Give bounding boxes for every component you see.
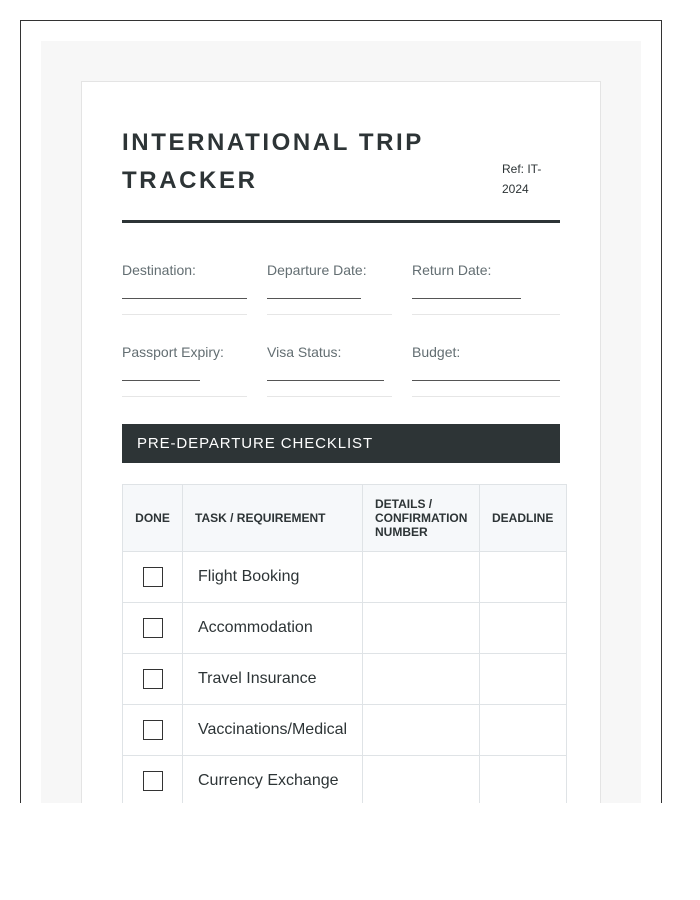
deadline-cell[interactable]: [480, 756, 567, 804]
checkbox[interactable]: [143, 618, 163, 638]
task-cell: Flight Booking: [183, 552, 363, 603]
field-budget[interactable]: [412, 344, 560, 397]
field-label: Visa Status:: [267, 344, 342, 360]
details-cell[interactable]: [363, 603, 480, 654]
checkbox[interactable]: [143, 771, 163, 791]
deadline-cell[interactable]: [480, 552, 567, 603]
document-header: [122, 124, 560, 223]
deadline-cell[interactable]: [480, 603, 567, 654]
ref-line-1: Ref: IT-: [502, 162, 542, 176]
page-background: [41, 41, 641, 803]
table-row: [123, 654, 567, 705]
column-header-task: TASK / REQUIREMENT: [183, 485, 363, 552]
field-label: Destination:: [122, 262, 196, 278]
details-cell[interactable]: [363, 756, 480, 804]
title-line-1: INTERNATIONAL TRIP: [122, 129, 424, 156]
document-title: [122, 124, 452, 200]
field-passport-expiry[interactable]: [122, 344, 247, 397]
field-destination[interactable]: [122, 262, 247, 315]
task-cell: Accommodation: [183, 603, 363, 654]
paper-sheet: [81, 81, 601, 803]
column-header-deadline: DEADLINE: [480, 485, 567, 552]
checklist-table: [122, 484, 567, 803]
done-cell: [123, 552, 183, 603]
table-row: [123, 603, 567, 654]
details-cell[interactable]: [363, 654, 480, 705]
blank-line: [122, 380, 200, 381]
blank-line: [412, 380, 560, 381]
blank-line: [267, 380, 384, 381]
checkbox[interactable]: [143, 567, 163, 587]
field-label: Passport Expiry:: [122, 344, 224, 360]
blank-line: [267, 298, 361, 299]
field-label: Departure Date:: [267, 262, 367, 278]
field-label: Return Date:: [412, 262, 492, 278]
deadline-cell[interactable]: [480, 705, 567, 756]
checkbox[interactable]: [143, 720, 163, 740]
blank-line: [122, 298, 247, 299]
task-cell: Vaccinations/Medical: [183, 705, 363, 756]
done-cell: [123, 756, 183, 804]
field-visa-status[interactable]: [267, 344, 392, 397]
task-cell: Travel Insurance: [183, 654, 363, 705]
table-row: [123, 552, 567, 603]
table-row: [123, 756, 567, 804]
details-header-text: DETAILS / CONFIRMATION NUMBER: [375, 497, 468, 539]
blank-line: [412, 298, 521, 299]
checkbox[interactable]: [143, 669, 163, 689]
document-frame: [20, 20, 662, 803]
done-cell: [123, 654, 183, 705]
column-header-done: DONE: [123, 485, 183, 552]
details-cell[interactable]: [363, 552, 480, 603]
column-header-details: [363, 485, 480, 552]
ref-line-2: 2024: [502, 182, 529, 196]
reference-number: [502, 159, 552, 199]
field-departure-date[interactable]: [267, 262, 392, 315]
table-row: [123, 705, 567, 756]
done-cell: [123, 705, 183, 756]
field-return-date[interactable]: [412, 262, 560, 315]
checklist-heading-bar: [122, 424, 560, 463]
field-label: Budget:: [412, 344, 461, 360]
done-cell: [123, 603, 183, 654]
title-line-2: TRACKER: [122, 167, 258, 194]
checklist-heading: PRE-DEPARTURE CHECKLIST: [137, 435, 374, 452]
details-cell[interactable]: [363, 705, 480, 756]
deadline-cell[interactable]: [480, 654, 567, 705]
task-cell: Currency Exchange: [183, 756, 363, 804]
table-header-row: [123, 485, 567, 552]
